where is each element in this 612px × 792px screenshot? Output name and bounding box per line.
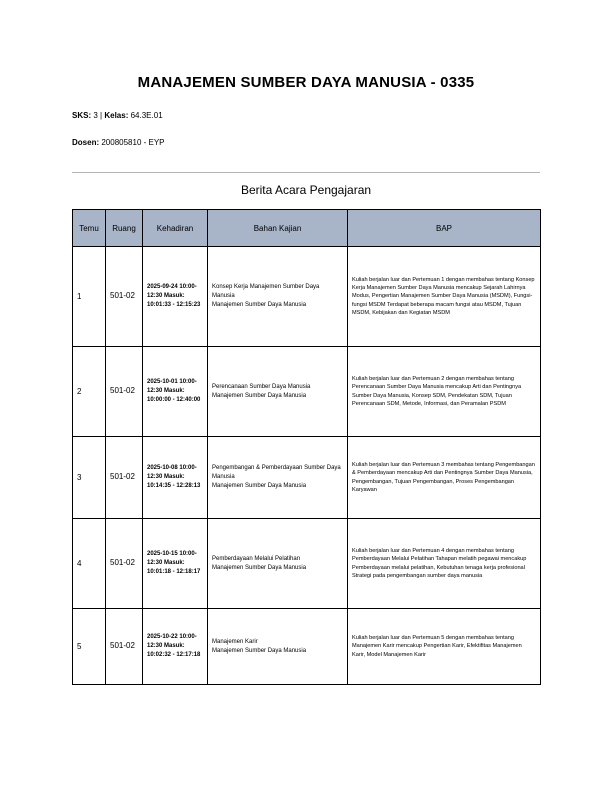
topic-line: Manajemen Sumber Daya Manusia [212,564,307,571]
temu-cell: 2 [73,347,106,437]
course-info [72,111,163,120]
temu-cell: 5 [73,609,106,685]
bap-cell: Kuliah berjalan luar dan Pertemuan 3 membahas tentang Pengembangan & Pemberdayaan mencakup Arti dan Pentingnya Sumber Daya Manusia, Pengembangan, Tujuan Pengembangan, Proses Pengembangan Karyawan [348,437,541,519]
bahan-kajian-cell [208,347,348,437]
document-title: MANAJEMEN SUMBER DAYA MANUSIA - 0335 [137,74,475,91]
kehadiran-cell: 2025-10-01 10:00-12:30 Masuk: 10:00:00 - 12:40:00 [143,347,208,437]
temu-cell: 3 [73,437,106,519]
kehadiran-cell: 2025-10-15 10:00-12:30 Masuk: 10:01:18 - 12:18:17 [143,519,208,609]
dosen-label: Dosen: [72,138,100,147]
bap-cell: Kuliah berjalan luar dan Pertemuan 1 dengan membahas tentang Konsep Kerja Manajemen Sumber Daya Manusia mencakup Sejarah Lahirnya Modus, Pengertian Manajemen Sumber Daya Manusia (MSDM), Fungsi-fungsi MSDM Terdapat beberapa macam fungsi atau MSDM, Tujuan MSDM, Kebijakan dan Kegiatan MSDM [348,247,541,347]
col-header-bahan-kajian: Bahan Kajian [208,210,348,247]
topic-line: Pengembangan & Pemberdayaan Sumber Daya Manusia [212,465,341,481]
table-row [73,247,541,347]
separator: | [100,111,103,120]
topic-line: Manajemen Karir [212,638,258,645]
topic-line: Manajemen Sumber Daya Manusia [212,647,307,654]
topic-line: Manajemen Sumber Daya Manusia [212,301,307,308]
bap-cell: Kuliah berjalan luar dan Pertemuan 2 dengan membahas tentang Perencanaan Sumber Daya Manusia mencakup Arti dan Pentingnya Sumber Daya Manusia, Konsep SDM, Pendekatan SDM, Tujuan Perencanaan SDM, Metode, Informasi, dan Peramalan PSDM [348,347,541,437]
col-header-temu: Temu [73,210,106,247]
temu-cell: 4 [73,519,106,609]
table-header-row [73,210,541,247]
bap-cell: Kuliah berjalan luar dan Pertemuan 4 dengan membahas tentang Pemberdayaan Melalui Pelatihan Tahapan melatih pegawai mencakup Pemberdayaan melalui pelatihan, Kebutuhan tenaga kerja profesional Strategi pada pengembangan sumber daya manusia [348,519,541,609]
col-header-ruang: Ruang [106,210,143,247]
ruang-cell: 501-02 [106,437,143,519]
ruang-cell: 501-02 [106,609,143,685]
bap-cell: Kuliah berjalan luar dan Pertemuan 5 dengan membahas tentang Manajemen Karir mencakup Pengertian Karir, Efektifitas Manajemen Karir, Model Manajemen Karir [348,609,541,685]
ruang-cell: 501-02 [106,247,143,347]
dosen-value: 200805810 - EYP [101,138,165,147]
kelas-value: 64.3E.01 [130,111,163,120]
divider [72,172,540,173]
topic-line: Manajemen Sumber Daya Manusia [212,482,307,489]
kehadiran-cell: 2025-09-24 10:00-12:30 Masuk: 10:01:33 - 12:15:23 [143,247,208,347]
bahan-kajian-cell [208,437,348,519]
temu-cell: 1 [73,247,106,347]
sks-label: SKS: [72,111,92,120]
bahan-kajian-cell [208,609,348,685]
kelas-label: Kelas: [104,111,129,120]
ruang-cell: 501-02 [106,347,143,437]
table-row [73,519,541,609]
section-title: Berita Acara Pengajaran [240,183,372,197]
kehadiran-cell: 2025-10-22 10:00-12:30 Masuk: 10:02:32 - 12:17:18 [143,609,208,685]
bahan-kajian-cell [208,247,348,347]
ruang-cell: 501-02 [106,519,143,609]
topic-line: Konsep Kerja Manajemen Sumber Daya Manusia [212,284,320,300]
col-header-bap: BAP [348,210,541,247]
topic-line: Pemberdayaan Melalui Pelatihan [212,555,301,562]
topic-line: Perencanaan Sumber Daya Manusia [212,383,311,390]
bahan-kajian-cell [208,519,348,609]
kehadiran-cell: 2025-10-08 10:00-12:30 Masuk: 10:14:35 - 12:28:13 [143,437,208,519]
table-row [73,609,541,685]
sks-value: 3 [93,111,98,120]
lecturer-info [72,138,165,147]
table-row [73,347,541,437]
col-header-kehadiran: Kehadiran [143,210,208,247]
topic-line: Manajemen Sumber Daya Manusia [212,392,307,399]
table-row [73,437,541,519]
bap-table [72,209,541,685]
